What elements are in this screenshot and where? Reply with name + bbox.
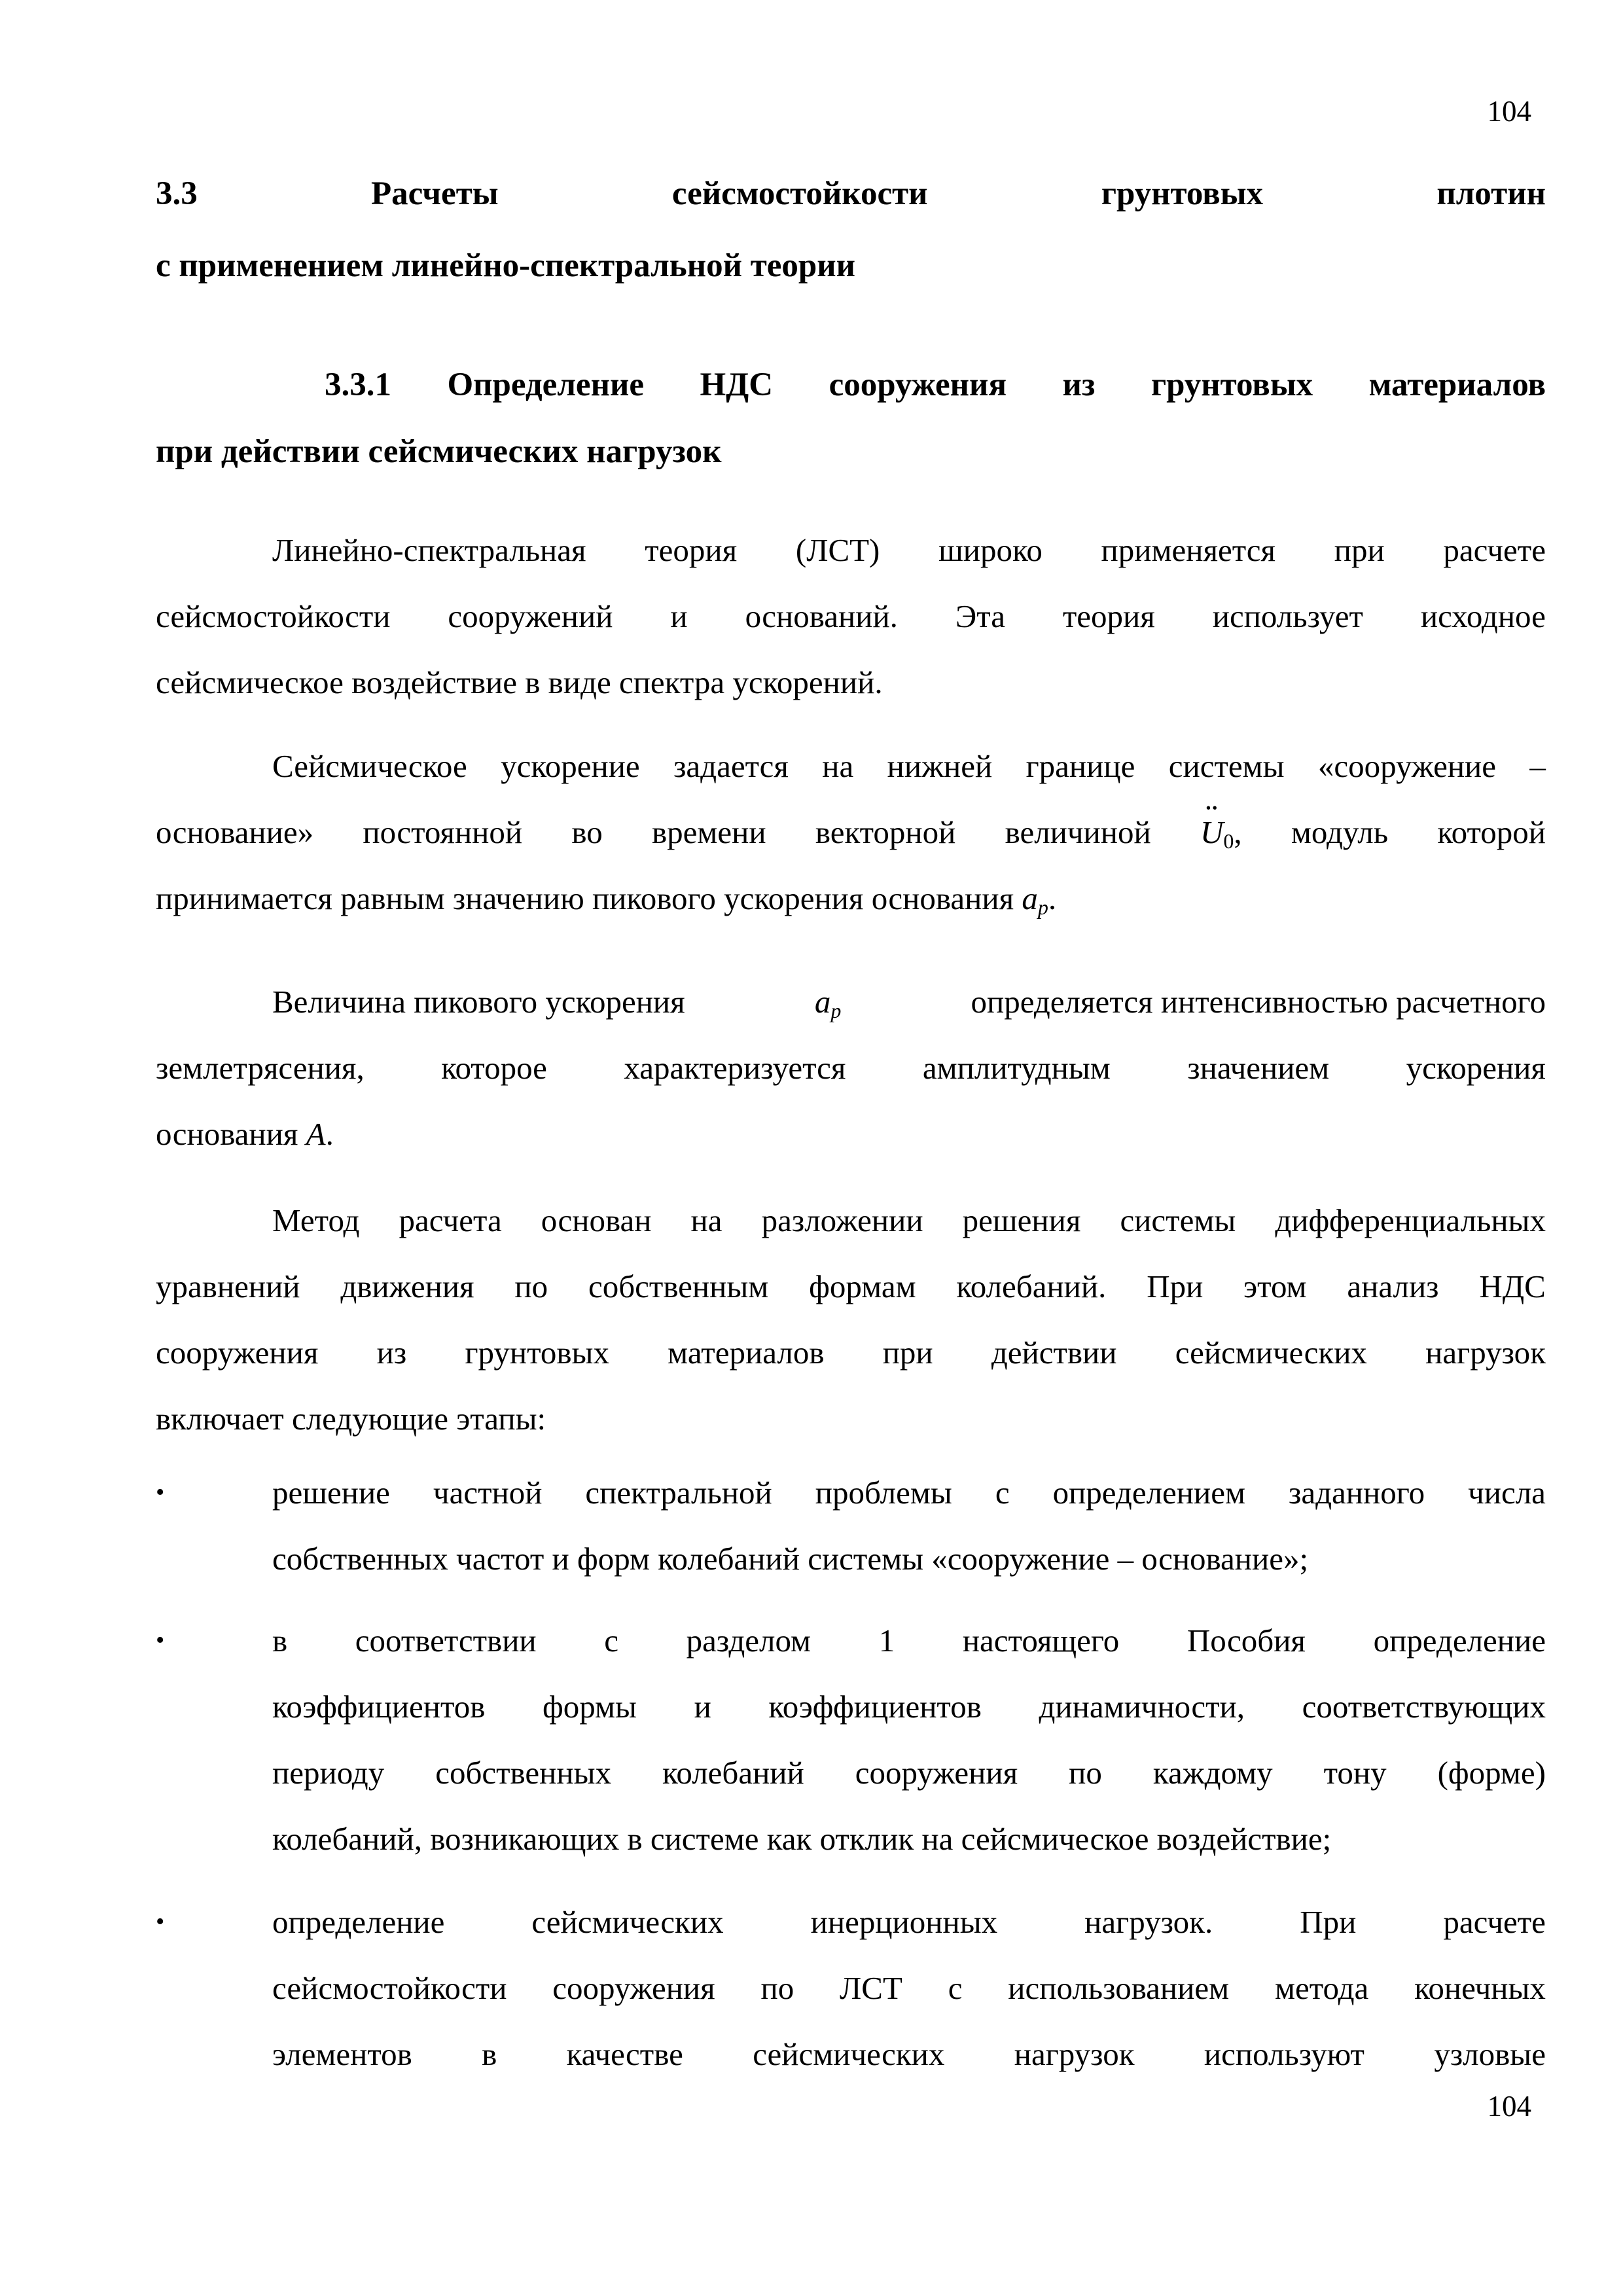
word: ЛСТ — [840, 1970, 902, 2006]
word: качестве — [566, 2036, 683, 2072]
symbol-subscript: p — [830, 999, 842, 1022]
peak-acceleration-symbol — [815, 969, 842, 1035]
word: использованием — [1008, 1970, 1230, 2006]
word: заданного — [1289, 1475, 1425, 1511]
text-line: включает следующие этапы: — [156, 1401, 546, 1437]
word: задается — [673, 748, 789, 784]
word: широко — [938, 532, 1043, 568]
word: сооружения — [156, 1335, 319, 1371]
word: расчете — [1443, 1904, 1546, 1940]
word: сооружения — [855, 1755, 1018, 1791]
word: при — [882, 1335, 933, 1371]
paragraph-peak-acceleration — [156, 969, 1546, 1167]
word: числа — [1468, 1475, 1546, 1511]
word: с — [995, 1475, 1010, 1511]
subsection-word: грунтовых — [1150, 367, 1313, 403]
word: расчета — [399, 1202, 502, 1238]
word: системы — [1120, 1202, 1236, 1238]
word: метода — [1274, 1970, 1369, 2006]
bullet-icon: • — [156, 1479, 165, 1506]
word: анализ — [1347, 1268, 1439, 1304]
text-line — [156, 1187, 1546, 1253]
word: с — [604, 1623, 619, 1659]
word: определение — [1373, 1623, 1546, 1659]
word: Метод — [272, 1202, 360, 1238]
word: тону — [1323, 1755, 1387, 1791]
text-line-with-formula — [156, 865, 1546, 931]
word: соответствии — [355, 1623, 537, 1659]
word: с — [948, 1970, 963, 2006]
word: системы — [1168, 748, 1285, 784]
word: и — [670, 598, 688, 634]
word: теория — [645, 532, 738, 568]
subsection-word: НДС — [700, 367, 774, 403]
text-line: собственных частот и форм колебаний системы «сооружение – основание»; — [272, 1541, 1309, 1577]
word: нагрузок. — [1084, 1904, 1213, 1940]
word: коэффициентов — [272, 1689, 486, 1725]
word: собственным — [588, 1268, 769, 1304]
text-line: сейсмическое воздействие в виде спектра ускорений. — [156, 664, 883, 700]
symbol-subscript: 0 — [1223, 829, 1234, 853]
subsection-heading-line2: при действии сейсмических нагрузок — [156, 433, 722, 470]
word: из — [376, 1335, 407, 1371]
word: Пособия — [1186, 1623, 1306, 1659]
word: сейсмостойкости — [156, 598, 391, 634]
word: сооружения — [552, 1970, 715, 2006]
text-line — [272, 1889, 1546, 1955]
text-fragment: принимается равным значению пикового ускорения основания — [156, 880, 1014, 916]
word: Эта — [955, 598, 1005, 634]
word: амплитудным — [922, 1050, 1111, 1086]
word: в — [272, 1623, 288, 1659]
word: 1 — [878, 1623, 895, 1659]
section-word: Расчеты — [371, 175, 499, 212]
text-line — [156, 1035, 1546, 1101]
word: применяется — [1101, 532, 1276, 568]
text-line: колебаний, возникающих в системе как отклик на сейсмическое воздействие; — [272, 1821, 1332, 1857]
section-number: 3.3 — [156, 175, 198, 212]
word: сейсмических — [1175, 1335, 1367, 1371]
word: землетрясения, — [156, 1050, 365, 1086]
word: собственных — [435, 1755, 612, 1791]
word: по — [760, 1970, 794, 2006]
word: НДС — [1479, 1268, 1546, 1304]
text-line-with-formula — [156, 1101, 1546, 1167]
text-line-with-formula — [156, 969, 1546, 1035]
text-line — [272, 1674, 1546, 1740]
paragraph-method — [156, 1187, 1546, 1452]
text-fragment: основания — [156, 1116, 298, 1152]
word: – — [1529, 748, 1546, 784]
word: определение — [272, 1904, 445, 1940]
word: теория — [1062, 598, 1155, 634]
word: «сооружение — [1317, 748, 1497, 784]
word: значением — [1187, 1050, 1330, 1086]
word: колебаний. — [956, 1268, 1107, 1304]
word: колебаний — [662, 1755, 804, 1791]
word: При — [1300, 1904, 1357, 1940]
symbol-letter: a — [814, 984, 831, 1020]
word: сооружений — [448, 598, 613, 634]
word: в — [482, 2036, 497, 2072]
page-number-bottom: 104 — [1487, 2090, 1531, 2123]
word: движения — [340, 1268, 474, 1304]
text-line — [156, 1319, 1546, 1386]
text-line — [272, 1740, 1546, 1806]
text-line — [156, 1253, 1546, 1319]
bullet-icon: • — [156, 1908, 165, 1935]
word: которое — [441, 1050, 547, 1086]
word: разложении — [761, 1202, 923, 1238]
symbol-letter: U — [1200, 814, 1224, 850]
word: узловые — [1434, 2036, 1546, 2072]
text-line — [272, 1607, 1546, 1674]
text-line — [156, 733, 1546, 799]
text-fragment: , модуль которой — [1234, 814, 1546, 850]
bullet-icon: • — [156, 1626, 165, 1654]
word: нижней — [887, 748, 993, 784]
word: уравнений — [156, 1268, 300, 1304]
word: конечных — [1414, 1970, 1546, 2006]
word: на — [690, 1202, 722, 1238]
text-line-with-formula — [156, 799, 1546, 865]
page-number-top: 104 — [1487, 95, 1531, 128]
text-fragment: основание» постоянной во времени векторной величиной — [156, 814, 1151, 850]
word: формы — [543, 1689, 637, 1725]
word: проблемы — [815, 1475, 952, 1511]
section-heading-line2: с применением линейно-спектральной теории — [156, 247, 856, 284]
word: разделом — [686, 1623, 812, 1659]
text-line — [272, 2021, 1546, 2087]
word: характеризуется — [624, 1050, 846, 1086]
amplitude-symbol: A — [306, 1116, 326, 1152]
word: на — [822, 748, 854, 784]
word: материалов — [668, 1335, 825, 1371]
subsection-word: материалов — [1368, 367, 1546, 403]
word: нагрузок — [1425, 1335, 1546, 1371]
word: (форме) — [1437, 1755, 1546, 1791]
symbol-subscript: p — [1037, 895, 1048, 919]
word: спектральной — [585, 1475, 772, 1511]
peak-acceleration-symbol — [1022, 880, 1048, 919]
word: оснований. — [745, 598, 898, 634]
subsection-heading — [156, 352, 1546, 418]
section-word: грунтовых — [1101, 175, 1264, 212]
word: сейсмостойкости — [272, 1970, 507, 2006]
text-line — [272, 1955, 1546, 2021]
text-line — [156, 583, 1546, 649]
word: частной — [433, 1475, 543, 1511]
text-line — [156, 517, 1546, 583]
word: решения — [962, 1202, 1081, 1238]
word: Сейсмическое — [272, 748, 467, 784]
word: решение — [272, 1475, 390, 1511]
paragraph-lst-intro — [156, 517, 1546, 715]
word: формам — [809, 1268, 916, 1304]
word: коэффициентов — [768, 1689, 982, 1725]
subsection-number: 3.3.1 — [325, 367, 391, 403]
word: каждому — [1152, 1755, 1273, 1791]
text-fragment: . — [325, 1116, 334, 1152]
word: действии — [991, 1335, 1117, 1371]
word: периоду — [272, 1755, 385, 1791]
word: при — [1334, 532, 1385, 568]
text-line — [272, 1460, 1546, 1526]
section-word: плотин — [1436, 175, 1546, 212]
word: соответствующих — [1302, 1689, 1546, 1725]
word: по — [514, 1268, 548, 1304]
word: Линейно-спектральная — [272, 532, 586, 568]
symbol-letter: a — [1022, 880, 1038, 916]
word: расчете — [1443, 532, 1546, 568]
section-heading — [156, 161, 1546, 226]
word: исходное — [1420, 598, 1546, 634]
bullet-list-item — [156, 1607, 1546, 1872]
bullet-list-item — [156, 1460, 1546, 1592]
word: основан — [541, 1202, 652, 1238]
word: сейсмических — [531, 1904, 724, 1940]
bullet-list-item — [156, 1889, 1546, 2087]
subsection-word: из — [1062, 367, 1096, 403]
paragraph-seismic-acceleration — [156, 733, 1546, 931]
word: (ЛСТ) — [795, 532, 880, 568]
word: и — [694, 1689, 711, 1725]
word: настоящего — [962, 1623, 1120, 1659]
word: границе — [1026, 748, 1135, 784]
section-word: сейсмостойкости — [671, 175, 928, 212]
word: ускорения — [1406, 1050, 1546, 1086]
word: этом — [1243, 1268, 1307, 1304]
word: нагрузок — [1014, 2036, 1135, 2072]
word: сейсмических — [753, 2036, 945, 2072]
word: инерционных — [810, 1904, 998, 1940]
word: по — [1069, 1755, 1102, 1791]
word: При — [1147, 1268, 1204, 1304]
subsection-word: сооружения — [829, 367, 1007, 403]
text-fragment: Величина пикового ускорения — [272, 984, 685, 1020]
word: использует — [1212, 598, 1363, 634]
word: ускорение — [501, 748, 640, 784]
word: используют — [1204, 2036, 1364, 2072]
word: определением — [1052, 1475, 1245, 1511]
word: элементов — [272, 2036, 412, 2072]
vector-acceleration-symbol — [1200, 799, 1234, 874]
text-fragment: . — [1048, 880, 1057, 916]
text-fragment: определяется интенсивностью расчетного — [971, 984, 1546, 1020]
subsection-word: Определение — [447, 367, 644, 403]
word: дифференциальных — [1275, 1202, 1546, 1238]
word: динамичности, — [1039, 1689, 1245, 1725]
word: грунтовых — [465, 1335, 609, 1371]
